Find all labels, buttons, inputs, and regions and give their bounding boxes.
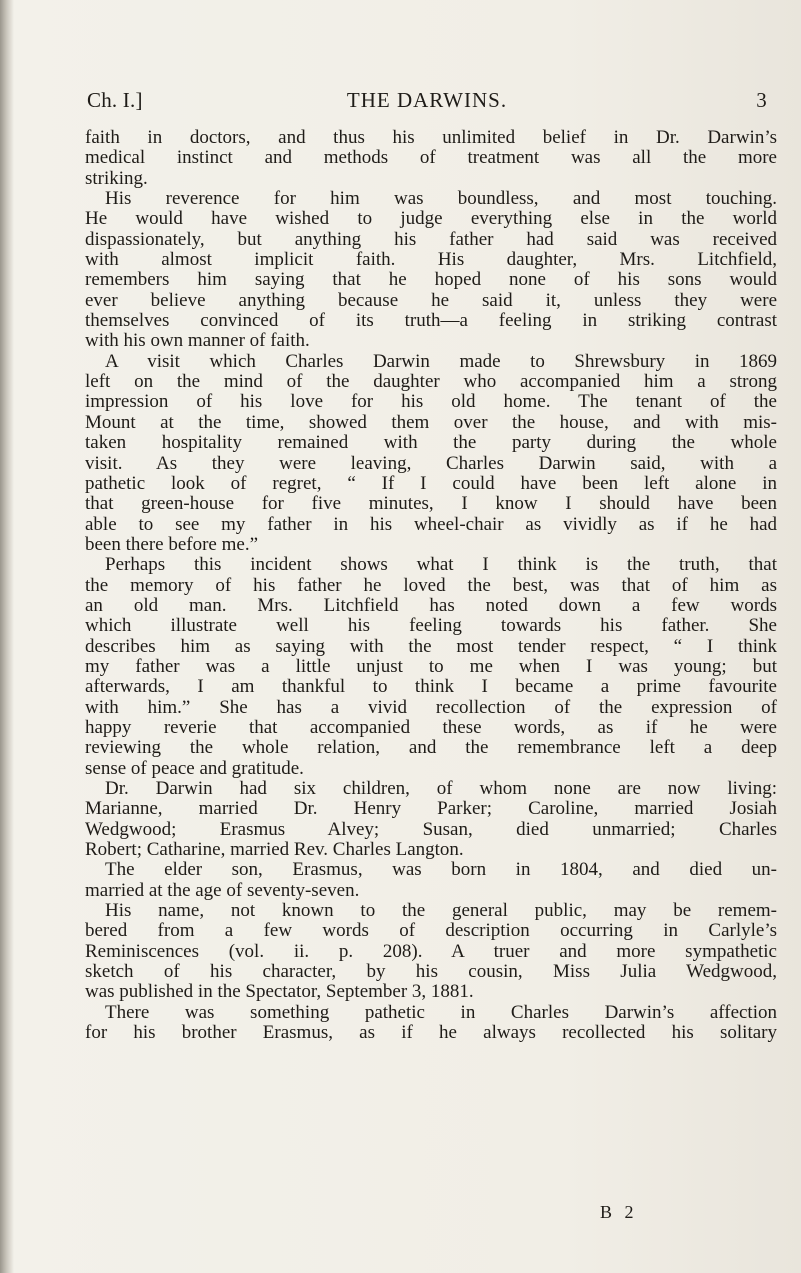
text-line: Mount at the time, showed them over the house, and with mis-: [85, 411, 777, 433]
page-binding-shadow: [0, 0, 14, 1273]
text-line: which illustrate well his feeling towards his father. She: [85, 615, 777, 637]
text-line: His reverence for him was boundless, and most touching.: [105, 188, 777, 210]
body-text: [85, 128, 777, 1043]
text-line: Wedgwood; Erasmus Alvey; Susan, died unmarried; Charles: [85, 818, 777, 840]
text-line: faith in doctors, and thus his unlimited belief in Dr. Darwin’s: [85, 127, 777, 148]
text-line: an old man. Mrs. Litchfield has noted down a few words: [85, 594, 777, 616]
text-line: Robert; Catharine, married Rev. Charles Langton.: [85, 839, 464, 861]
page-number: 3: [756, 88, 767, 112]
text-line: themselves convinced of its truth—a feeling in striking contrast: [85, 310, 777, 332]
text-line: afterwards, I am thankful to think I became a prime favourite: [85, 676, 777, 698]
text-line: visit. As they were leaving, Charles Darwin said, with a: [85, 452, 777, 474]
text-line: happy reverie that accompanied these words, as if he were: [85, 716, 777, 738]
text-line: taken hospitality remained with the party during the whole: [85, 432, 777, 454]
text-line: dispassionately, but anything his father had said was received: [85, 228, 777, 250]
text-line: Perhaps this incident shows what I think is the truth, that: [105, 554, 777, 576]
chapter-label: Ch. I.]: [87, 88, 143, 112]
text-line: was published in the Spectator, September 3, 1881.: [85, 981, 474, 1003]
text-line: describes him as saying with the most tender respect, “ I think: [85, 635, 777, 657]
text-line: married at the age of seventy-seven.: [85, 879, 360, 901]
text-line: with his own manner of faith.: [85, 330, 310, 352]
text-line: A visit which Charles Darwin made to Shrewsbury in 1869: [105, 350, 777, 372]
text-line: able to see my father in his wheel-chair as vividly as if he had: [85, 513, 777, 535]
text-line: remembers him saying that he hoped none of his sons would: [85, 269, 777, 291]
text-line: striking.: [85, 167, 148, 189]
text-line: for his brother Erasmus, as if he always recollected his solitary: [85, 1022, 777, 1044]
text-line: He would have wished to judge everything else in the world: [85, 208, 777, 230]
text-line: Dr. Darwin had six children, of whom none are now living:: [105, 778, 777, 799]
text-line: His name, not known to the general public, may be remem-: [105, 900, 777, 922]
text-line: Marianne, married Dr. Henry Parker; Caroline, married Josiah: [85, 798, 777, 820]
text-line: with almost implicit faith. His daughter, Mrs. Litchfield,: [85, 249, 777, 271]
text-line: sense of peace and gratitude.: [85, 757, 304, 779]
text-line: the memory of his father he loved the best, was that of him as: [85, 574, 777, 596]
text-line: ever believe anything because he said it, unless they were: [85, 289, 777, 311]
text-line: The elder son, Erasmus, was born in 1804, and died un-: [105, 859, 777, 881]
text-line: my father was a little unjust to me when I was young; but: [85, 655, 777, 677]
text-line: that green-house for five minutes, I know I should have been: [85, 493, 777, 515]
text-line: bered from a few words of description occurring in Carlyle’s: [85, 920, 777, 942]
running-head: [87, 88, 767, 112]
text-line: left on the mind of the daughter who accompanied him a strong: [85, 371, 777, 393]
text-line: sketch of his character, by his cousin, Miss Julia Wedgwood,: [85, 961, 777, 983]
text-line: There was something pathetic in Charles Darwin’s affection: [105, 1001, 777, 1023]
text-line: Reminiscences (vol. ii. p. 208). A truer and more sympathetic: [85, 940, 777, 962]
text-line: impression of his love for his old home. The tenant of the: [85, 391, 777, 413]
text-line: been there before me.”: [85, 533, 259, 555]
text-line: reviewing the whole relation, and the remembrance left a deep: [85, 737, 777, 759]
running-title: THE DARWINS.: [346, 88, 508, 112]
text-line: pathetic look of regret, “ If I could have been left alone in: [85, 472, 777, 494]
text-line: with him.” She has a vivid recollection of the expression of: [85, 696, 777, 718]
signature-mark: B 2: [600, 1202, 638, 1222]
text-line: medical instinct and methods of treatment was all the more: [85, 147, 777, 169]
